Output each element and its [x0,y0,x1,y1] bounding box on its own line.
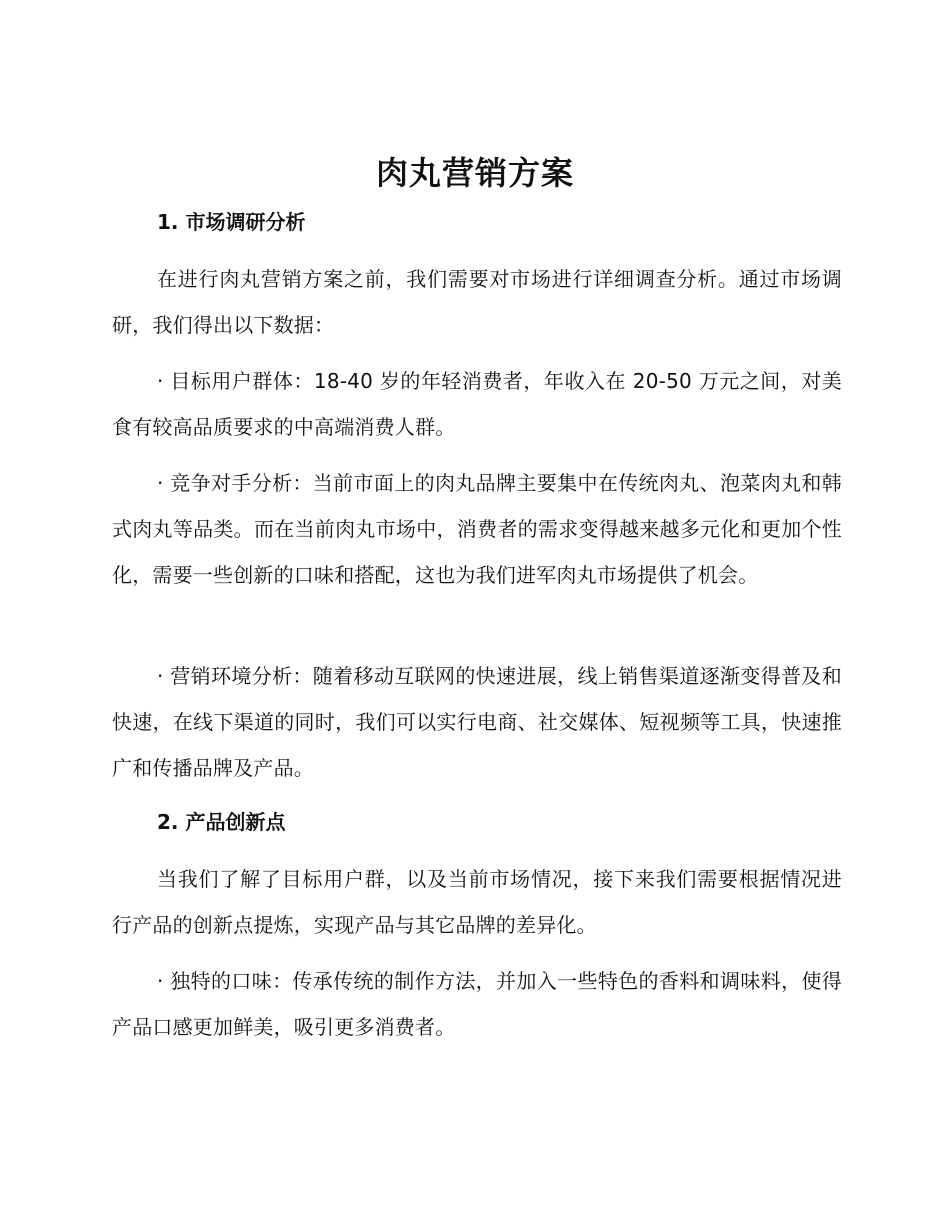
paragraph-marketing-environment: · 营销环境分析：随着移动互联网的快速进展，线上销售渠道逐渐变得普及和快速，在线下渠道的同时，我们可以实行电商、社交媒体、短视频等工具，快速推广和传播品牌及产品。 [112,664,842,780]
document-title: 肉丸营销方案 [375,154,574,192]
paragraph-innovation-intro: 当我们了解了目标用户群，以及当前市场情况，接下来我们需要根据情况进行产品的创新点提炼，实现产品与其它品牌的差异化。 [112,867,842,937]
section-heading-2: 2. 产品创新点 [157,810,286,834]
paragraph-unique-flavor: · 独特的口味：传承传统的制作方法，并加入一些特色的香料和调味料，使得产品口感更加鲜美，吸引更多消费者。 [112,969,842,1039]
paragraph-competitor-analysis: · 竞争对手分析：当前市面上的肉丸品牌主要集中在传统肉丸、泡菜肉丸和韩式肉丸等品类。而在当前肉丸市场中，消费者的需求变得越来越多元化和更加个性化，需要一些创新的口味和搭配，这也为我们进军肉丸市场提供了机会。 [112,471,842,587]
paragraph-target-users: · 目标用户群体：18-40 岁的年轻消费者，年收入在 20-50 万元之间，对美食有较高品质要求的中高端消费人群。 [112,369,842,439]
section-heading-1: 1. 市场调研分析 [157,210,306,234]
paragraph-intro: 在进行肉丸营销方案之前，我们需要对市场进行详细调查分析。通过市场调研，我们得出以下数据： [112,267,842,337]
